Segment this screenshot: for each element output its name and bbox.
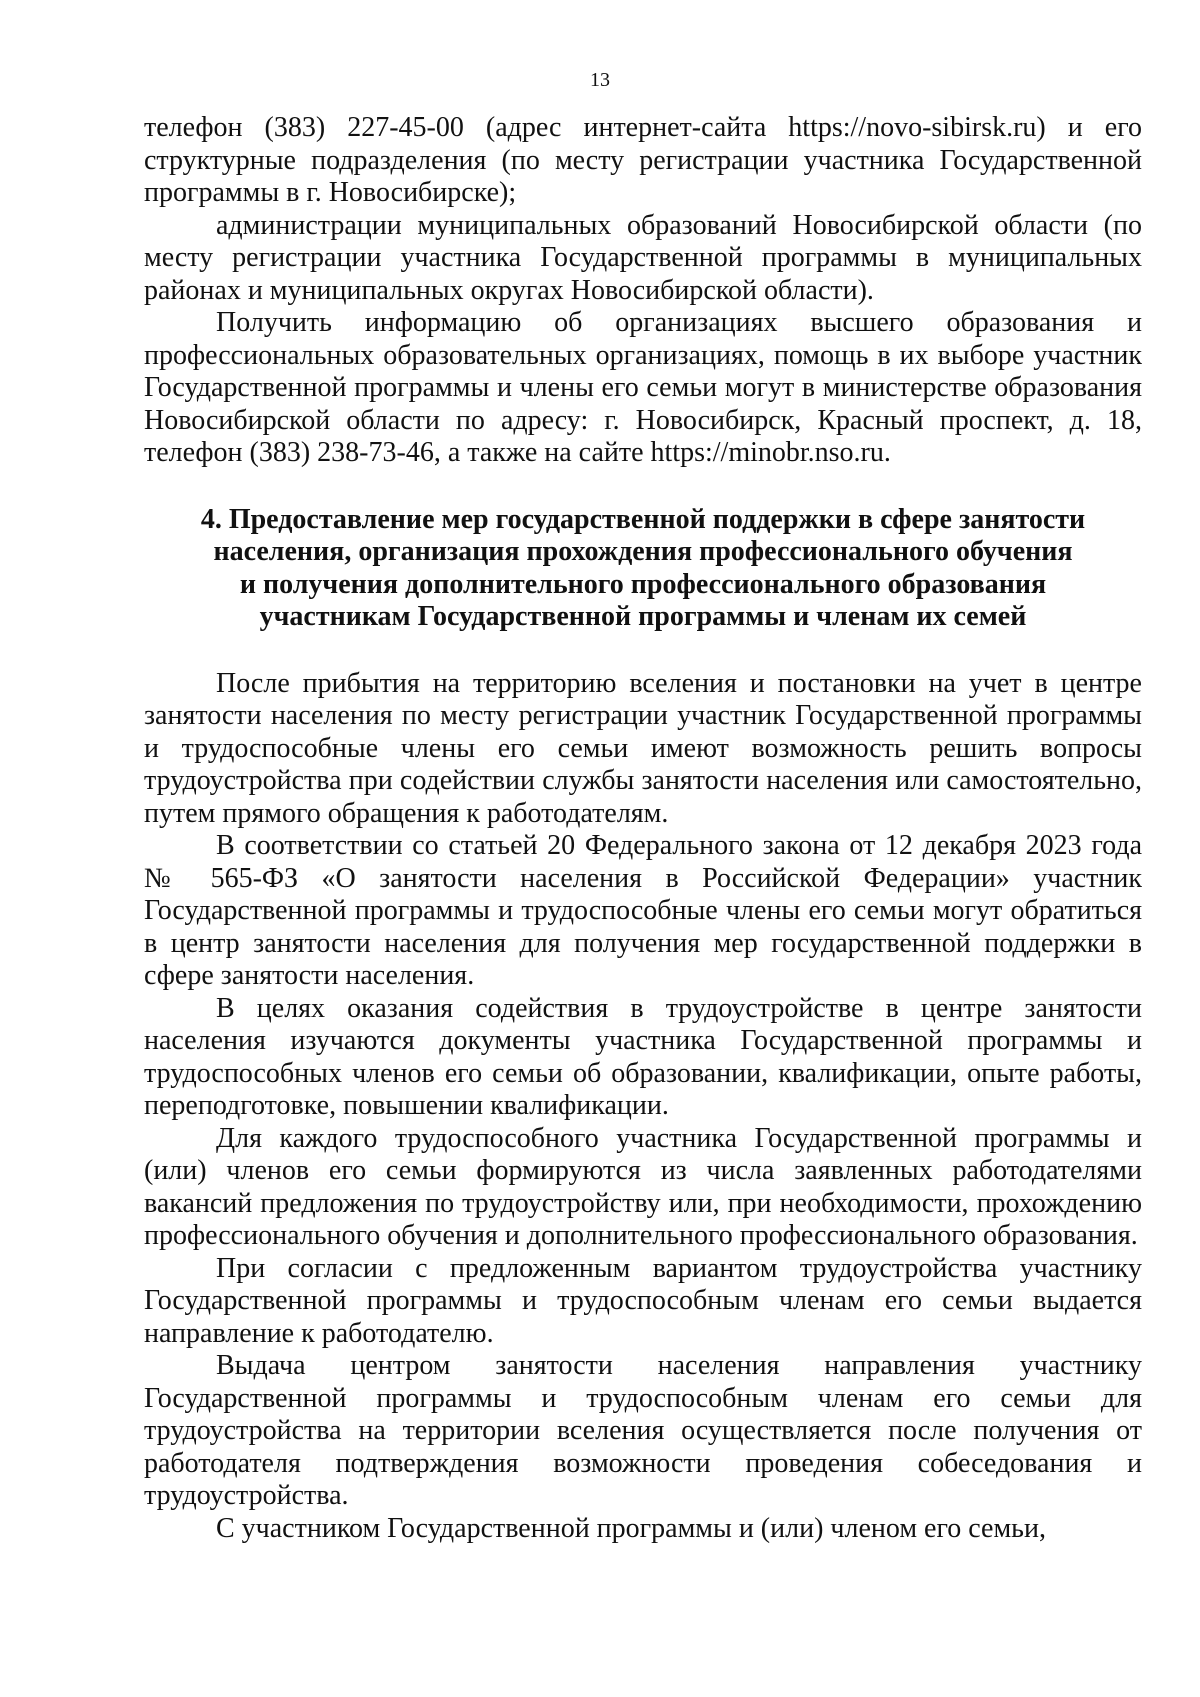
section-heading-line: участникам Государственной программы и членам их семей — [259, 601, 1027, 632]
page-number: 13 — [590, 69, 610, 91]
document-body — [144, 112, 1142, 1545]
section-heading-line: 4. Предоставление мер государственной поддержки в сфере занятости — [200, 503, 1086, 535]
section-heading-line: и получения дополнительного профессионального образования — [239, 568, 1047, 600]
paragraph-federal-law: В соответствии со статьей 20 Федерального закона от 12 декабря 2023 года № 565-ФЗ «О занятости населения в Российской Федерации» участник Государственной программы и трудоспособные члены его семьи могут обратиться в центр занятости населения для получения мер государственной поддержки в сфере занятости населения. — [144, 830, 1142, 991]
paragraph-municipal-admin: администрации муниципальных образований Новосибирской области (по месту регистрации участника Государственной программы в муниципальных районах и муниципальных округах Новосибирской области). — [144, 209, 1142, 306]
paragraph-referral: При согласии с предложенным вариантом трудоустройства участнику Государственной программы и трудоспособным членам его семьи выдается направление к работодателю. — [144, 1252, 1142, 1349]
paragraph-documents-review: В целях оказания содействия в трудоустройстве в центре занятости населения изучаются документы участника Государственной программы и трудоспособных членов его семьи об образовании, квалификации, опыте работы, переподготовке, повышении квалификации. — [144, 992, 1142, 1121]
paragraph-referral-issuance: Выдача центром занятости населения направления участнику Государственной программы и трудоспособным членам его семьи для трудоустройства на территории вселения осуществляется после получения от работодателя подтверждения возможности проведения собеседования и трудоустройства. — [144, 1350, 1142, 1511]
paragraph-vacancy-offers: Для каждого трудоспособного участника Государственной программы и (или) членов его семьи формируются из числа заявленных работодателями вакансий предложения по трудоустройству или, при необходимости, прохождению профессионального обучения и дополнительного профессионального образования. — [144, 1122, 1142, 1251]
paragraph-arrival: После прибытия на территорию вселения и постановки на учет в центре занятости населения по месту регистрации участник Государственной программы и трудоспособные члены его семьи имеют возможность решить вопросы трудоустройства при содействии службы занятости населения или самостоятельно, путем прямого обращения к работодателям. — [144, 667, 1142, 829]
paragraph-continued: С участником Государственной программы и (или) членом его семьи, — [216, 1512, 1046, 1544]
paragraph-education-info: Получить информацию об организациях высшего образования и профессиональных образовательных организациях, помощь в их выборе участник Государственной программы и члены его семьи могут в министерстве образования Новосибирской области по адресу: г. Новосибирск, Красный проспект, д. 18, телефон (383) 238-73-46, а также на сайте https://minobr.nso.ru. — [144, 307, 1142, 468]
paragraph-city-admin: телефон (383) 227-45-00 (адрес интернет-сайта https://novo-sibirsk.ru) и его структурные подразделения (по месту регистрации участника Государственной программы в г. Новосибирске); — [144, 112, 1142, 208]
section-heading-line: населения, организация прохождения профессионального обучения — [213, 536, 1073, 567]
section-heading — [144, 504, 1142, 634]
